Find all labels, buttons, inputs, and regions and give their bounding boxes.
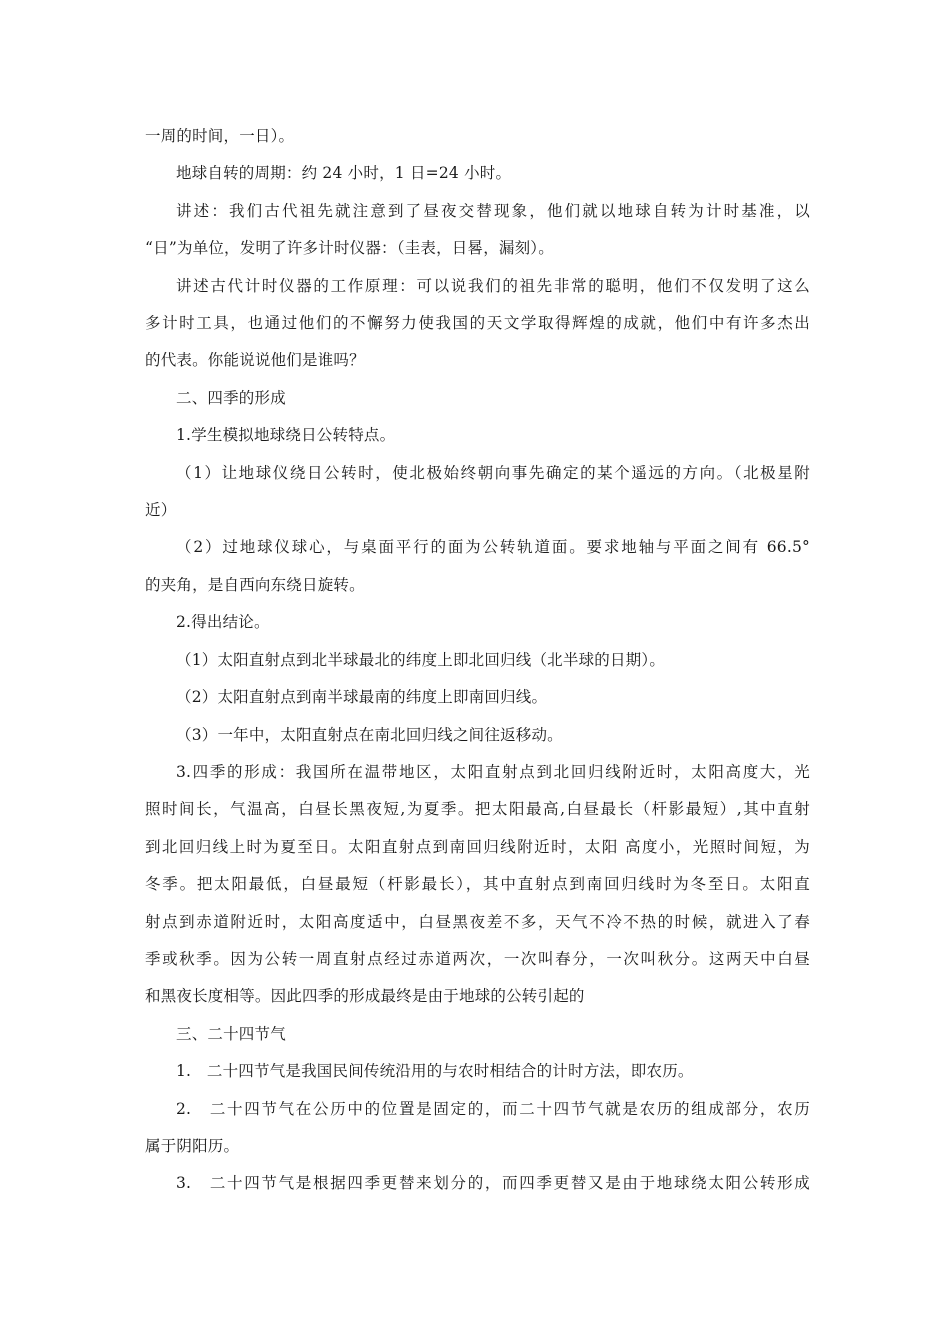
text-line: “日”为单位，发明了许多计时仪器：（圭表，日晷，漏刻）。 [145, 239, 554, 258]
text-line: 2. 二十四节气在公历中的位置是固定的，而二十四节气就是农历的组成部分，农历 [176, 1099, 810, 1118]
text-line: 讲述：我们古代祖先就注意到了昼夜交替现象，他们就以地球自转为计时基准，以 [176, 201, 810, 220]
section-heading: 三、二十四节气 [176, 1024, 286, 1043]
text-line: 多计时工具，也通过他们的不懈努力使我国的天文学取得辉煌的成就，他们中有许多杰出 [145, 314, 810, 333]
section-heading: 二、四季的形成 [176, 388, 286, 407]
text-line: 的代表。你能说说他们是谁吗？ [145, 351, 365, 370]
text-line: 和黑夜长度相等。因此四季的形成最终是由于地球的公转引起的 [145, 987, 585, 1006]
text-line: 季或秋季。因为公转一周直射点经过赤道两次，一次叫春分，一次叫秋分。这两天中白昼 [145, 949, 810, 968]
text-line: 1.学生模拟地球绕日公转特点。 [176, 426, 396, 445]
text-line: 一周的时间，一日）。 [145, 127, 295, 145]
text-line: （2）太阳直射点到南半球最南的纬度上即南回归线。 [176, 688, 548, 707]
text-line: 照时间长，气温高，白昼长黑夜短,为夏季。把太阳最高,白昼最长（杆影最短）,其中直射 [145, 800, 810, 819]
text-line: （1）让地球仪绕日公转时，使北极始终朝向事先确定的某个遥远的方向。（北极星附 [176, 463, 810, 482]
text-line: 3.四季的形成：我国所在温带地区，太阳直射点到北回归线附近时，太阳高度大，光 [176, 762, 810, 781]
text-line: 到北回归线上时为夏至日。太阳直射点到南回归线附近时，太阳 高度小，光照时间短，为 [145, 837, 810, 856]
text-line: 地球自转的周期：约 24 小时，1 日=24 小时。 [176, 164, 512, 183]
text-line: 冬季。把太阳最低，白昼最短（杆影最长），其中直射点到南回归线时为冬至日。太阳直 [145, 875, 810, 894]
text-line: （3）一年中，太阳直射点在南北回归线之间往返移动。 [176, 725, 563, 744]
document-page [145, 118, 810, 1203]
text-line: 3. 二十四节气是根据四季更替来划分的，而四季更替又是由于地球绕太阳公转形成 [176, 1174, 810, 1193]
text-line: 近） [145, 501, 177, 520]
text-line: （2）过地球仪球心，与桌面平行的面为公转轨道面。要求地轴与平面之间有 66.5° [176, 538, 810, 557]
text-line: 讲述古代计时仪器的工作原理：可以说我们的祖先非常的聪明，他们不仅发明了这么 [176, 276, 810, 295]
text-line: （1）太阳直射点到北半球最北的纬度上即北回归线（北半球的日期）。 [176, 650, 666, 669]
text-line: 属于阴阳历。 [145, 1136, 240, 1155]
text-line: 2.得出结论。 [176, 613, 270, 632]
text-line: 射点到赤道附近时，太阳高度适中，白昼黑夜差不多，天气不冷不热的时候，就进入了春 [145, 912, 810, 931]
text-line: 1. 二十四节气是我国民间传统沿用的与农时相结合的计时方法，即农历。 [176, 1062, 694, 1081]
text-line: 的夹角，是自西向东绕日旋转。 [145, 575, 365, 594]
